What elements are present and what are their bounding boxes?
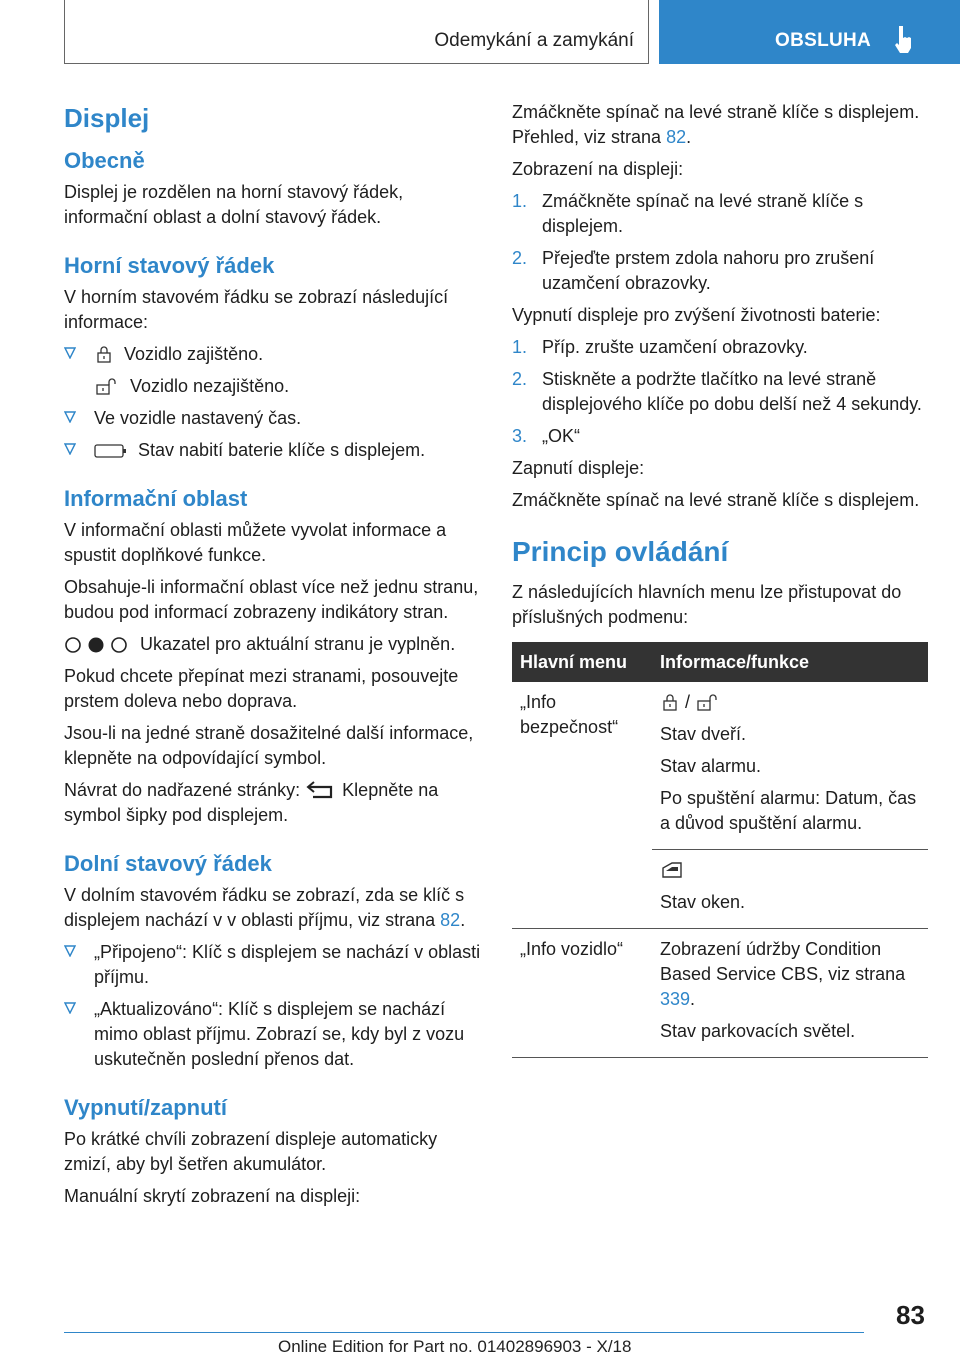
page-indicator-dots-icon	[64, 636, 130, 654]
table-row	[512, 850, 928, 929]
heading-vypnuti-zapnuti: Vypnutí/zapnutí	[64, 1095, 227, 1120]
table-row	[512, 929, 928, 1058]
step-text: Zmáčkněte spínač na levé straně klíče s displejem.	[542, 191, 864, 236]
header-section-title: Odemykání a zamykání	[434, 30, 634, 51]
text-r3: Vypnutí displeje pro zvýšení životnosti baterie:	[512, 305, 881, 325]
table-row	[512, 682, 928, 850]
text-r1: Zmáčkněte spínač na levé straně klíče s displejem. Přehled, viz strana 82.	[512, 102, 920, 147]
step-2	[512, 367, 928, 417]
table-cell-info	[652, 682, 928, 850]
pointing-hand-icon	[893, 24, 915, 54]
table-cell-menu	[512, 850, 652, 929]
step-number: 2.	[512, 248, 528, 268]
header-tab-obsluha[interactable]	[659, 0, 960, 64]
car-window-icon	[660, 860, 684, 880]
text-info-6b: Klepněte na symbol šipky pod displejem.	[64, 780, 439, 825]
step-1	[512, 189, 928, 239]
bullet-text: „Připojeno“: Klíč s displejem se nachází v oblasti příjmu.	[94, 942, 481, 987]
text-info-6	[64, 778, 484, 828]
step-number: 1.	[512, 337, 528, 357]
table-text-cbs: Zobrazení údržby Condition Based Service CBS, viz strana 339.	[660, 939, 906, 1009]
bullet-pripojeno	[64, 940, 484, 990]
sub-text: Vozidlo nezajištěno.	[130, 376, 290, 396]
text-r6: Z následujících hlavních menu lze přistupovat do příslušných podmenu:	[512, 582, 902, 627]
text-obecne: Displej je rozdělen na horní stavový řádek, informační oblast a dolní stavový řádek.	[64, 182, 404, 227]
bullet-triangle-icon	[64, 1002, 76, 1014]
table-cell-info	[652, 929, 928, 1058]
bullet-triangle-icon	[64, 411, 76, 423]
battery-icon	[94, 442, 128, 460]
page-link-82[interactable]: 82	[440, 910, 461, 930]
table-header-menu: Hlavní menu	[512, 642, 652, 682]
sub-vozidlo-nezajisteno	[64, 374, 484, 399]
table-text: Zobrazení údržby Condition Based Service CBS, viz strana	[660, 939, 906, 984]
bullet-triangle-icon	[64, 443, 76, 455]
step-2	[512, 246, 928, 296]
text-r2: Zobrazení na displeji:	[512, 159, 684, 179]
bullet-aktualizovano	[64, 997, 484, 1072]
left-column	[64, 100, 484, 1216]
table-text: Stav parkovacích světel.	[660, 1021, 856, 1041]
text-vyp-2: Manuální skrytí zobrazení na displeji:	[64, 1186, 361, 1206]
lock-open-icon	[94, 376, 120, 396]
step-number: 3.	[512, 426, 528, 446]
heading-dolni-stavovy-radek: Dolní stavový řádek	[64, 851, 272, 876]
lock-closed-icon	[94, 344, 114, 364]
text-info-5: Jsou-li na jedné straně dosažitelné další informace, klepněte na odpovídající symbol.	[64, 723, 474, 768]
lock-open-icon	[695, 692, 721, 712]
table-header-info: Informace/funkce	[652, 642, 928, 682]
bullet-baterie	[64, 438, 484, 463]
back-arrow-icon	[305, 780, 337, 800]
header-section-box	[64, 0, 649, 64]
page-link-82[interactable]: 82	[666, 127, 687, 147]
text-info-1: V informační oblasti můžete vyvolat informace a spustit doplňkové funkce.	[64, 520, 447, 565]
bullet-cas	[64, 406, 484, 431]
page-number: 83	[896, 1300, 925, 1330]
text-info-3	[64, 632, 484, 657]
step-number: 2.	[512, 369, 528, 389]
bullet-text: Stav nabití baterie klíče s displejem.	[138, 440, 426, 460]
table-text: Po spuštění alarmu: Datum, čas a důvod spuštění alarmu.	[660, 788, 917, 833]
table-text: Stav oken.	[660, 892, 746, 912]
bullet-text: „Aktualizováno“: Klíč s displejem se nachází mimo oblast příjmu. Zobrazí se, kdy byl z vozu uskutečněn poslední přenos dat.	[94, 999, 465, 1069]
table-cell-menu: „Info vozidlo“	[512, 929, 652, 1058]
text-r1-body: Zmáčkněte spínač na levé straně klíče s displejem. Přehled, viz strana	[512, 102, 920, 147]
text-info-6a: Návrat do nadřazené stránky:	[64, 780, 301, 800]
text-dolni: V dolním stavovém řádku se zobrazí, zda se klíč s displejem nachází v v oblasti příjmu, viz strana 82.	[64, 885, 466, 930]
bullet-vozidlo-zajisteno	[64, 342, 484, 367]
table-text: Stav alarmu.	[660, 756, 762, 776]
header-tab-label: OBSLUHA	[775, 30, 872, 51]
step-number: 1.	[512, 191, 528, 211]
heading-horni-stavovy-radek: Horní stavový řádek	[64, 253, 275, 278]
step-3	[512, 424, 928, 449]
bullet-triangle-icon	[64, 945, 76, 957]
text-info-2: Obsahuje-li informační oblast více než jednu stranu, budou pod informací zobrazeny indikátory stran.	[64, 577, 479, 622]
lock-closed-icon	[660, 692, 680, 712]
bullet-text: Ve vozidle nastavený čas.	[94, 408, 302, 428]
step-text: „OK“	[542, 426, 580, 446]
heading-displej: Displej	[64, 103, 150, 133]
footer-edition: Online Edition for Part no. 01402896903 - X/18	[278, 1337, 632, 1356]
text-r4: Zapnutí displeje:	[512, 458, 645, 478]
bullet-triangle-icon	[64, 347, 76, 359]
right-column	[512, 100, 928, 1058]
step-text: Přejeďte prstem zdola nahoru pro zrušení uzamčení obrazovky.	[542, 248, 875, 293]
window-icon-line	[660, 858, 920, 883]
table-text: Stav dveří.	[660, 724, 747, 744]
text-info-4: Pokud chcete přepínat mezi stranami, posouvejte prstem doleva nebo doprava.	[64, 666, 459, 711]
text-horni: V horním stavovém řádku se zobrazí následující informace:	[64, 287, 449, 332]
text-dolni-body: V dolním stavovém řádku se zobrazí, zda se klíč s displejem nachází v v oblasti příjmu, viz strana	[64, 885, 465, 930]
step-text: Příp. zrušte uzamčení obrazovky.	[542, 337, 808, 357]
heading-princip-ovladani: Princip ovládání	[512, 536, 729, 567]
page-link-339[interactable]: 339	[660, 989, 691, 1009]
table-cell-menu: „Info bezpečnost“	[520, 692, 619, 737]
table-header-row	[512, 642, 928, 682]
text-info-3-label: Ukazatel pro aktuální stranu je vyplněn.	[140, 634, 456, 654]
lock-icons-line	[660, 690, 920, 715]
heading-informacni-oblast: Informační oblast	[64, 486, 248, 511]
menu-table	[512, 642, 928, 1058]
bullet-text: Vozidlo zajištěno.	[124, 344, 264, 364]
heading-obecne: Obecně	[64, 148, 145, 173]
slash-separator: /	[685, 692, 691, 712]
text-vyp-1: Po krátké chvíli zobrazení displeje automaticky zmizí, aby byl šetřen akumulátor.	[64, 1129, 438, 1174]
step-text: Stiskněte a podržte tlačítko na levé straně displejového klíče po dobu delší než 4 sekundy.	[542, 369, 922, 414]
table-cell-info	[652, 850, 928, 929]
footer-divider	[64, 1332, 864, 1333]
step-1	[512, 335, 928, 360]
text-r5: Zmáčkněte spínač na levé straně klíče s displejem.	[512, 490, 920, 510]
